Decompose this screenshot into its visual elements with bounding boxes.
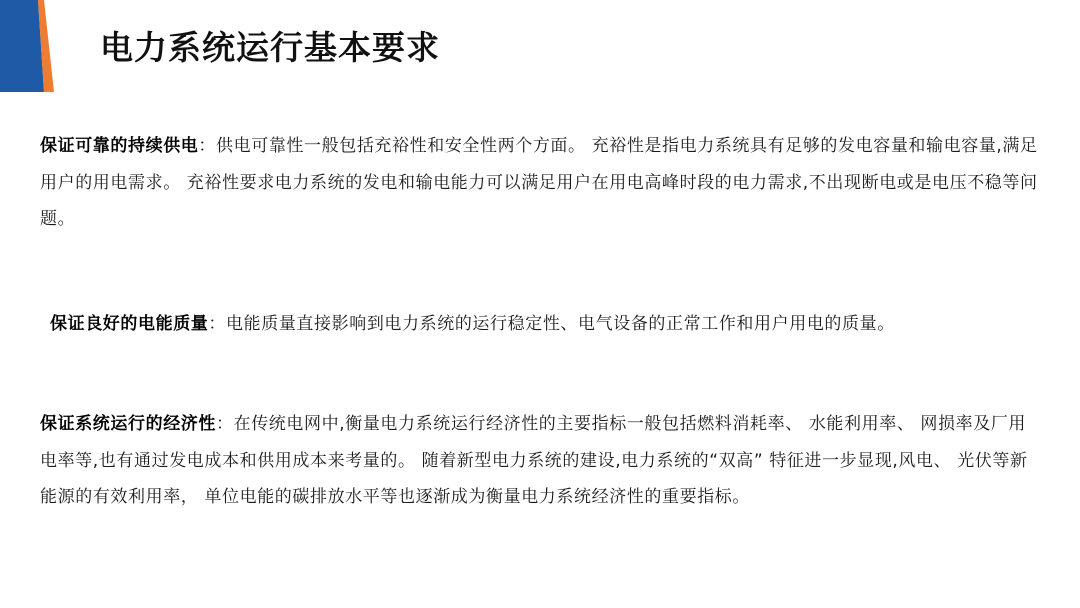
section-heading: 保证系统运行的经济性: [40, 414, 216, 434]
slide-title: 电力系统运行基本要求: [100, 28, 440, 67]
section-heading: 保证良好的电能质量: [50, 314, 209, 334]
heading-separator: ：: [198, 136, 217, 156]
heading-separator: ：: [208, 314, 227, 334]
section-power-quality: [50, 306, 1050, 343]
section-body: 在传统电网中,衡量电力系统运行经济性的主要指标一般包括燃料消耗率、 水能利用率、 网损率及厂用电率等,也有通过发电成本和供用成本来考量的。 随着新型电力系统的建设,电力系统的“双高” 特征进一步显现,风电、 光伏等新能源的有效利用率， 单位电能的碳排放水平等也逐渐成为衡量电力系统经济性的重要指标。: [40, 414, 1028, 507]
section-reliable-supply: [40, 128, 1040, 238]
blue-stripe: [0, 0, 44, 92]
section-body: 供电可靠性一般包括充裕性和安全性两个方面。 充裕性是指电力系统具有足够的发电容量和输电容量,满足用户的用电需求。 充裕性要求电力系统的发电和输电能力可以满足用户在用电高峰时段的电力需求,不出现断电或是电压不稳等问题。: [40, 136, 1038, 229]
section-body: 电能质量直接影响到电力系统的运行稳定性、电气设备的正常工作和用户用电的质量。: [226, 314, 895, 334]
heading-separator: ：: [216, 414, 234, 434]
section-heading: 保证可靠的持续供电: [40, 136, 199, 156]
section-economy: [40, 406, 1040, 516]
corner-decoration: [0, 0, 60, 92]
